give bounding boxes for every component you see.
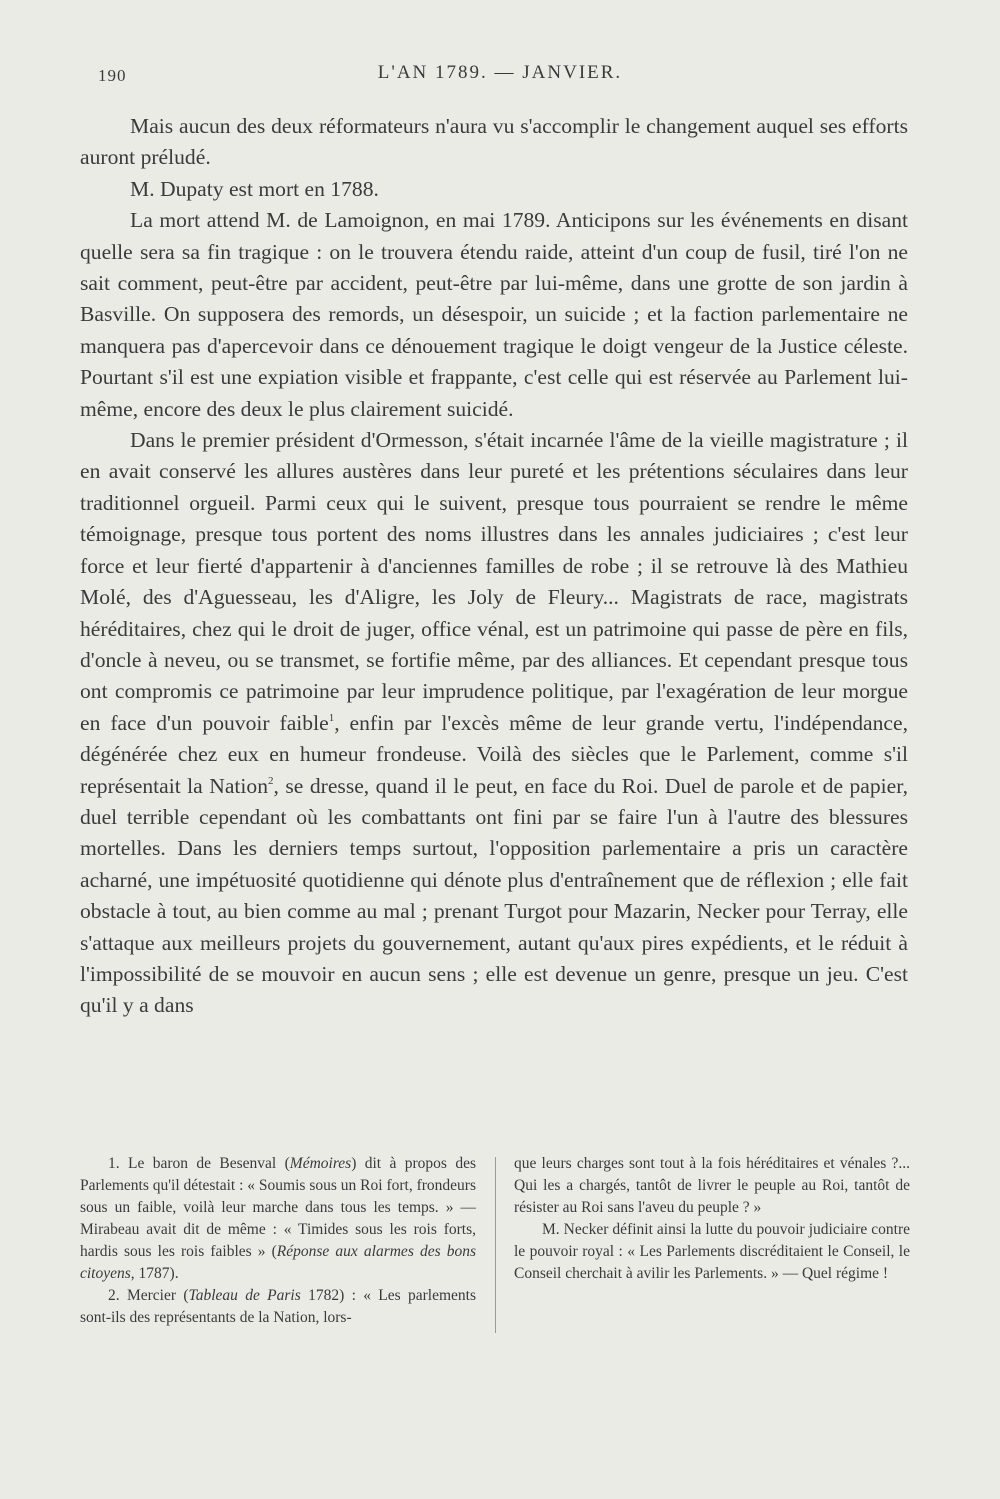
page-header bbox=[80, 60, 920, 90]
footnote-text: 2. Mercier ( bbox=[108, 1287, 189, 1304]
paragraph-text: Dans le premier président d'Ormesson, s'était incarnée l'âme de la vieille magistrature ; il en avait conservé les allures austères dans leur pureté et les prétentions séculaires dans leur traditionnel orgueil. Parmi ceux qui le suivent, presque tous pourraient se rendre le même témoignage, presque tous portent des noms illustres dans les annales judiciaires ; c'est leur force et leur fierté d'appartenir à d'anciennes familles de robe ; il se retrouve là des Mathieu Molé, des d'Aguesseau, les d'Aligre, les Joly de Fleury... Magistrats de race, magistrats héréditaires, chez qui le droit de juger, office vénal, est un patrimoine qui passe de père en fils, d'oncle à neveu, ou se transmet, se fortifie même, par des alliances. Et cependant presque tous ont compromis ce patrimoine par leur imprudence politique, par l'exagération de leur morgue en face d'un pouvoir faible bbox=[80, 428, 908, 735]
main-text bbox=[80, 111, 908, 1022]
footnotes bbox=[80, 1153, 910, 1353]
running-head: L'AN 1789. — JANVIER. bbox=[377, 62, 623, 83]
paragraph bbox=[80, 425, 908, 1022]
footnote-paragraph: M. Necker définit ainsi la lutte du pouvoir judiciaire contre le pouvoir royal : « Les Parlements discréditaient le Conseil, le Conseil cherchait à avilir les Parlements. » — Quel régime ! bbox=[514, 1221, 910, 1282]
cited-title: Tableau de Paris bbox=[188, 1287, 301, 1304]
column-divider bbox=[495, 1157, 496, 1333]
cited-title: Mémoires bbox=[289, 1155, 352, 1172]
footnote-ref-1: 1 bbox=[328, 711, 335, 724]
paragraph-text: , se dresse, quand il le peut, en face du Roi. Duel de parole et de papier, duel terrible cependant où les combattants ont fini par se faire l'un à l'autre des blessures mortelles. Dans les derniers temps surtout, l'opposition parlementaire a pris un caractère acharné, une impétuosité quotidienne qui dénote plus d'entraînement que de réflexion ; elle fait obstacle à tout, au bien comme au mal ; prenant Turgot pour Mazarin, Necker pour Terray, elle s'attaque aux meilleurs projets du gouvernement, autant qu'aux pires expédients, et le réduit à l'impossibilité de se mouvoir en aucun sens ; elle est devenue un genre, presque un jeu. C'est qu'il y a dans bbox=[80, 773, 908, 1018]
footnote-2 bbox=[80, 1285, 476, 1329]
footnote-text: , 1787). bbox=[130, 1265, 179, 1282]
footnote-ref-2: 2 bbox=[268, 774, 274, 787]
paragraph: Mais aucun des deux réformateurs n'aura vu s'accomplir le changement auquel ses efforts auront préludé. bbox=[80, 114, 908, 170]
page-number: 190 bbox=[98, 66, 127, 85]
footnote-column-right bbox=[514, 1153, 910, 1353]
paragraph-text: , enfin par l'excès même de leur grande vertu, l'indépendance, dégénérée chez eux en humeur frondeuse. Voilà des siècles que le Parlement, comme s'il représentait la Nation bbox=[80, 710, 909, 798]
footnote-1 bbox=[80, 1153, 476, 1285]
footnote-text: 1. Le baron de Besenval ( bbox=[108, 1155, 290, 1172]
footnote-2-continued: que leurs charges sont tout à la fois héréditaires et vénales ?... Qui les a chargés, tantôt de livrer le peuple au Roi, tantôt de résister au Roi sans l'aveu du peuple ? » bbox=[514, 1155, 910, 1216]
paragraph: La mort attend M. de Lamoignon, en mai 1789. Anticipons sur les événements en disant quelle sera sa fin tragique : on le trouvera étendu raide, atteint d'un coup de fusil, tiré l'on ne sait comment, peut-être par accident, peut-être par lui-même, dans une grotte de son jardin à Basville. On supposera des remords, un désespoir, un suicide ; et la faction parlementaire ne manquera pas d'apercevoir dans ce dénouement tragique le doigt vengeur de la Justice céleste. Pourtant s'il est une expiation visible et frappante, c'est celle qui est réservée au Parlement lui-même, encore des deux le plus clairement suicidé. bbox=[80, 208, 908, 421]
cited-title: Réponse aux alarmes des bons citoyens bbox=[80, 1243, 477, 1282]
footnote-column-left bbox=[80, 1153, 476, 1353]
paragraph: M. Dupaty est mort en 1788. bbox=[130, 176, 379, 201]
footnote-text: ) dit à propos des Parlements qu'il détestait : « Soumis sous un Roi fort, frondeurs sous un faible, voilà leur marche dans tous les temps. » — Mirabeau avait dit de même : « Timides sous les rois forts, hardis sous les rois faibles » ( bbox=[80, 1155, 476, 1260]
footnote-text: 1782) : « Les parlements sont-ils des représentants de la Nation, lors- bbox=[80, 1287, 476, 1326]
